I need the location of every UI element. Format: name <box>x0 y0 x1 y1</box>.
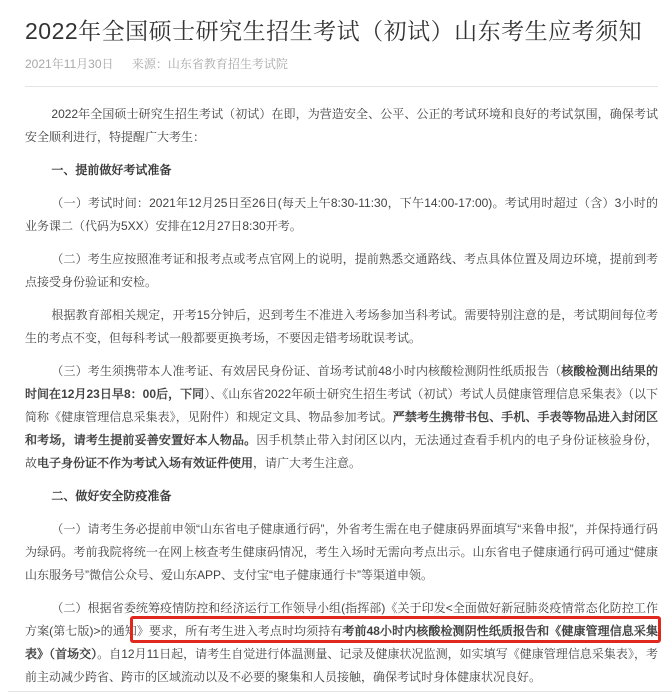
emphasis-text: 核酸检测出结果的时间在12月23日早8：00后，下同 <box>25 364 658 401</box>
health-code-paragraph <box>25 518 658 587</box>
body-text: 因手机禁止带入封闭区以内，无法通过查看手机内的电子身份证核验身份，故 <box>25 433 658 470</box>
body-text: （二）根据省委统筹疫情防控和经济运行工作领导小组(指挥部)《关于印发<全面做好新冠肺炎疫情常态化防控工作方案(第七版)>的通知》要求，所有考生进入考点时均须持有 <box>25 601 658 638</box>
article-content <box>0 15 672 689</box>
page-title: 2022年全国硕士研究生招生考试（初试）山东考生应考须知 <box>25 18 643 44</box>
late-arrival-paragraph <box>25 304 658 350</box>
emphasis-text: 考前48小时内核酸检测阴性纸质报告和《健康管理信息采集表》（首场交） <box>25 624 658 661</box>
section-2-heading: 二、做好安全防疫准备 <box>51 489 172 503</box>
emphasis-text: 电子身份证不作为考试入场有效证件使用 <box>37 456 254 470</box>
exam-time-paragraph <box>25 192 658 238</box>
publish-date: 2021年11月30日 <box>25 57 114 71</box>
body-text: ，请广大考生注意。 <box>253 456 362 470</box>
required-documents-paragraph <box>25 360 658 475</box>
route-familiarize-paragraph <box>25 248 658 294</box>
body-text: 2022年全国硕士研究生招生考试（初试）在即，为营造安全、公平、公正的考试环境和良好的考试氛围，确保考试安全顺利进行，特提醒广大考生： <box>25 107 658 144</box>
body-text: （三）考生须携带本人准考证、有效居民身份证、首场考试前48小时内核酸检测阴性纸质报告（ <box>51 364 562 378</box>
body-text: 根据教育部相关规定，开考15分钟后，迟到考生不准进入考场参加当科考试。需要特别注意的是，考试期间每位考生的考点不变，但每科考试一般都要更换考场，不要因走错考场耽误考试。 <box>25 308 658 345</box>
section-1-heading: 一、提前做好考试准备 <box>51 163 172 177</box>
intro-paragraph <box>25 103 658 149</box>
body-text: 。自12月11日起，请考生自觉进行体温测量、记录及健康状况监测，如实填写《健康管理信息采集表》，考前主动减少跨省、跨市的区域流动以及不必要的聚集和人员接触，确保考试时身体健康状况良好。 <box>25 647 658 684</box>
body-text: （二）考生应按照准考证和报考点或考点官网上的说明，提前熟悉交通路线、考点具体位置及周边环境，提前到考点接受身份验证和安检。 <box>25 252 658 289</box>
body-text: （一）请考生务必提前申领“山东省电子健康通行码”，外省考生需在电子健康码界面填写“来鲁申报”，并保持通行码为绿码。考前我院将统一在网上核查考生健康码情况，考生入场时无需向考点出示。山东省电子健康通行码可通过“健康山东服务号”微信公众号、爱山东APP、支付宝“电子健康通行卡”等渠道申领。 <box>25 522 658 582</box>
body-text: ）、《山东省2022年硕士研究生招生考试（初试）考试人员健康管理信息采集表》（以下简称《健康管理信息采集表》，见附件）和规定文具、物品参加考试。 <box>25 387 659 424</box>
footer-divider <box>8 691 672 692</box>
nucleic-acid-requirement-paragraph <box>25 597 658 689</box>
article-meta <box>25 57 658 71</box>
body-text: （一）考试时间：2021年12月25日至26日(每天上午8:30-11:30，下午14:00-17:00)。考试用时超过（含）3小时的业务课二（代码为5XX）安排在12月27日8:30开考。 <box>25 196 658 233</box>
source-label: 来源：山东省教育招生考试院 <box>131 57 288 71</box>
header-divider <box>25 86 658 87</box>
article-body <box>25 103 658 689</box>
emphasis-text: 严禁考生携带书包、手机、手表等物品进入封闭区和考场，请考生提前妥善安置好本人物品。 <box>25 410 658 447</box>
